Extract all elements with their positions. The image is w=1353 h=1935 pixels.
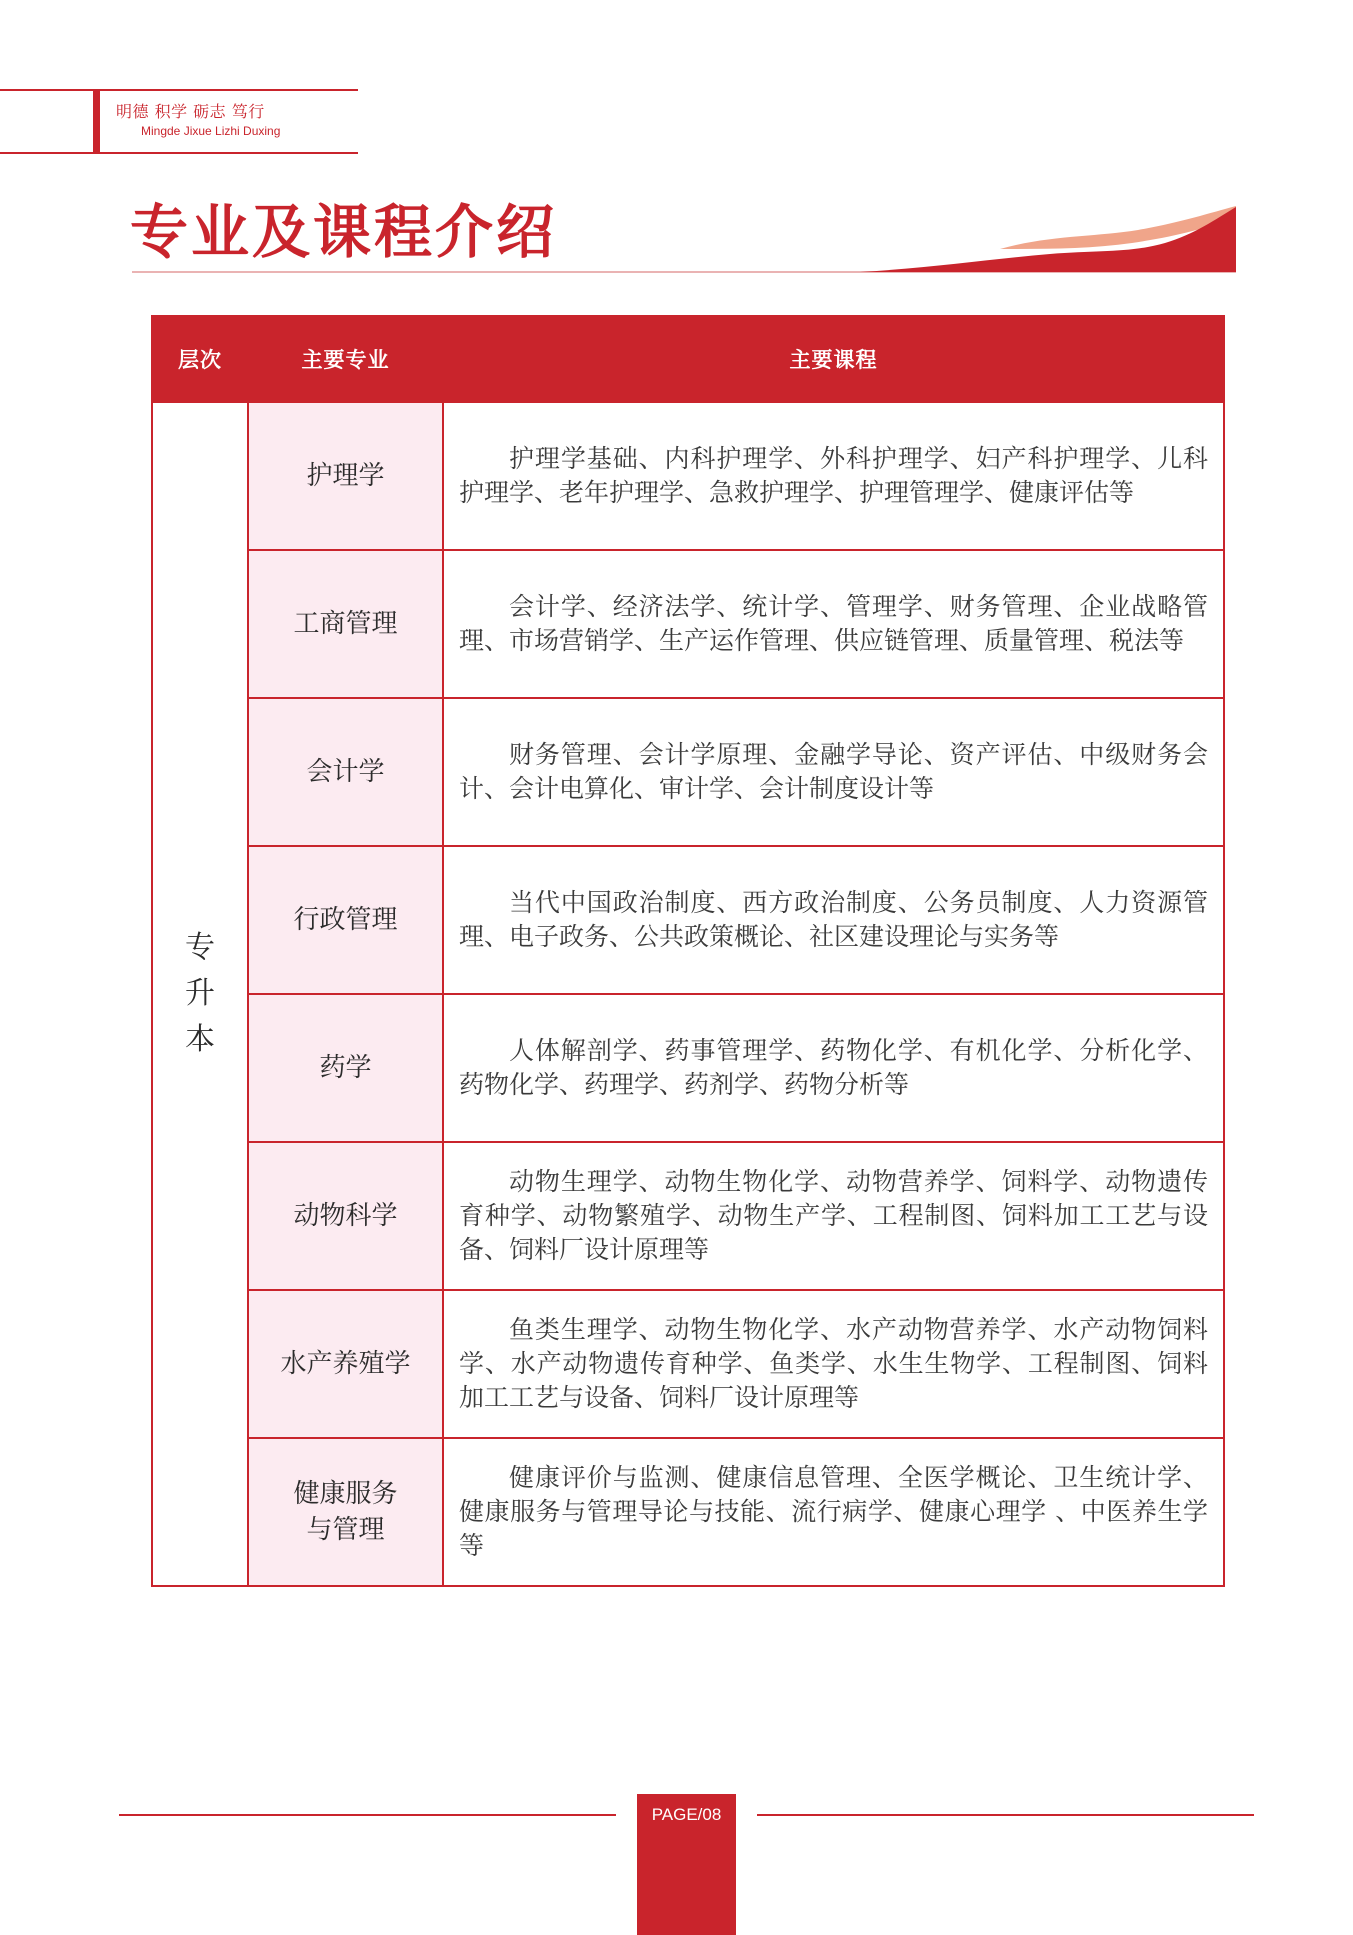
wave-decoration bbox=[860, 205, 1236, 273]
column-header-major: 主要专业 bbox=[248, 316, 443, 402]
courses-cell bbox=[443, 846, 1224, 994]
major-cell bbox=[248, 846, 443, 994]
table-header-row bbox=[152, 316, 1224, 402]
major-cell bbox=[248, 1438, 443, 1586]
courses-cell bbox=[443, 550, 1224, 698]
major-cell bbox=[248, 1290, 443, 1438]
page-number: PAGE/08 bbox=[651, 1805, 722, 1824]
table-row bbox=[152, 402, 1224, 550]
column-header-level: 层次 bbox=[152, 316, 248, 402]
courses-text: 护理学基础、内科护理学、外科护理学、妇产科护理学、儿科护理学、老年护理学、急救护理学、护理管理学、健康评估等 bbox=[459, 444, 1208, 507]
table-row bbox=[152, 1290, 1224, 1438]
table-row bbox=[152, 994, 1224, 1142]
courses-cell bbox=[443, 1142, 1224, 1290]
table-header bbox=[152, 316, 1224, 402]
courses-cell bbox=[443, 994, 1224, 1142]
major-cell bbox=[248, 698, 443, 846]
major-name: 行政管理 bbox=[293, 905, 398, 935]
major-cell bbox=[248, 402, 443, 550]
major-cell bbox=[248, 550, 443, 698]
header-top-rule bbox=[0, 89, 358, 91]
level-label: 专升本 bbox=[185, 930, 215, 1057]
level-cell bbox=[152, 402, 248, 1586]
header-accent-bar bbox=[93, 89, 100, 154]
courses-text: 会计学、经济法学、统计学、管理学、财务管理、企业战略管理、市场营销学、生产运作管理、供应链管理、质量管理、税法等 bbox=[459, 592, 1208, 655]
page-title: 专业及课程介绍 bbox=[130, 198, 558, 266]
table-row bbox=[152, 1438, 1224, 1586]
majors-courses-table bbox=[151, 315, 1225, 1587]
major-name: 护理学 bbox=[306, 461, 385, 491]
motto-english: Mingde Jixue Lizhi Duxing bbox=[141, 124, 281, 138]
motto-chinese: 明德 积学 砺志 笃行 bbox=[116, 102, 265, 121]
courses-cell bbox=[443, 698, 1224, 846]
table-row bbox=[152, 846, 1224, 994]
table-row bbox=[152, 698, 1224, 846]
courses-text: 当代中国政治制度、西方政治制度、公务员制度、人力资源管理、电子政务、公共政策概论、社区建设理论与实务等 bbox=[459, 888, 1208, 951]
column-header-courses: 主要课程 bbox=[443, 316, 1224, 402]
major-name: 动物科学 bbox=[293, 1201, 398, 1231]
table-row bbox=[152, 550, 1224, 698]
courses-text: 财务管理、会计学原理、金融学导论、资产评估、中级财务会计、会计电算化、审计学、会计制度设计等 bbox=[459, 740, 1208, 803]
courses-text: 人体解剖学、药事管理学、药物化学、有机化学、分析化学、药物化学、药理学、药剂学、药物分析等 bbox=[459, 1036, 1208, 1099]
courses-text: 健康评价与监测、健康信息管理、全医学概论、卫生统计学、健康服务与管理导论与技能、流行病学、健康心理学 、中医养生学等 bbox=[459, 1463, 1208, 1560]
major-name: 水产养殖学 bbox=[280, 1349, 411, 1379]
major-name: 健康服务与管理 bbox=[293, 1479, 398, 1545]
major-name: 药学 bbox=[319, 1053, 372, 1083]
table-row bbox=[152, 1142, 1224, 1290]
page-number-tab bbox=[637, 1794, 736, 1935]
courses-text: 鱼类生理学、动物生物化学、水产动物营养学、水产动物饲料学、水产动物遗传育种学、鱼类学、水生生物学、工程制图、饲料加工工艺与设备、饲料厂设计原理等 bbox=[459, 1315, 1208, 1412]
footer-right-rule bbox=[757, 1814, 1254, 1816]
footer-left-rule bbox=[119, 1814, 616, 1816]
major-cell bbox=[248, 994, 443, 1142]
major-cell bbox=[248, 1142, 443, 1290]
header-bottom-rule bbox=[0, 152, 358, 154]
table-body bbox=[152, 402, 1224, 1586]
major-name: 工商管理 bbox=[293, 609, 398, 639]
courses-cell bbox=[443, 1290, 1224, 1438]
courses-cell bbox=[443, 1438, 1224, 1586]
courses-cell bbox=[443, 402, 1224, 550]
courses-text: 动物生理学、动物生物化学、动物营养学、饲料学、动物遗传育种学、动物繁殖学、动物生产学、工程制图、饲料加工工艺与设备、饲料厂设计原理等 bbox=[459, 1167, 1208, 1264]
major-name: 会计学 bbox=[306, 757, 385, 787]
